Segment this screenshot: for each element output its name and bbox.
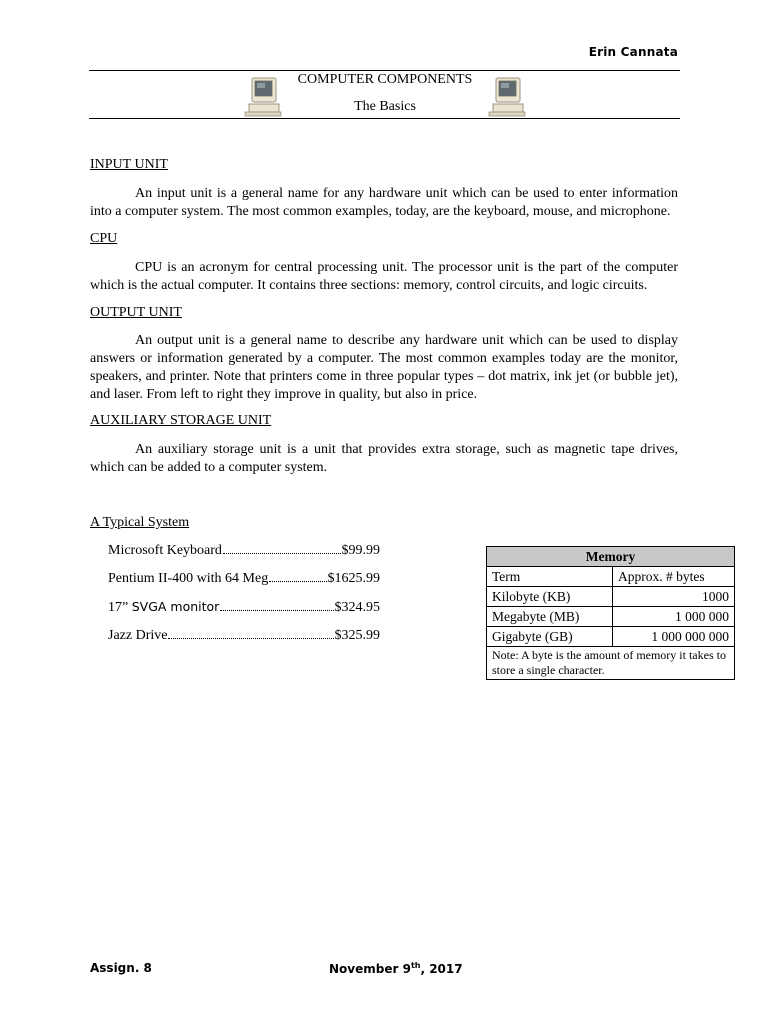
item-name: 17” SVGA monitor: [108, 599, 220, 615]
section-body-output-unit: [90, 332, 678, 404]
section-heading-auxiliary-storage: AUXILIARY STORAGE UNIT: [90, 413, 272, 428]
item-name: Microsoft Keyboard: [108, 543, 222, 558]
table-cell: Gigabyte (GB): [487, 627, 613, 647]
item-price: $1625.99: [327, 571, 380, 586]
document-subtitle: The Basics: [354, 99, 416, 114]
table-row: [487, 607, 735, 627]
table-row: [487, 627, 735, 647]
footer-date: November 9th, 2017: [329, 961, 463, 976]
item-name: Pentium II-400 with 64 Meg: [108, 571, 269, 586]
table-note: Note: A byte is the amount of memory it takes to store a single character.: [487, 647, 735, 680]
item-price: $99.99: [341, 543, 380, 558]
item-name: Jazz Drive: [108, 628, 168, 643]
author-name: Erin Cannata: [588, 45, 678, 59]
memory-table: [486, 546, 735, 680]
item-price: $324.95: [334, 600, 380, 615]
price-list-item: [108, 542, 380, 559]
table-cell: 1 000 000: [613, 607, 735, 627]
column-header: Term: [487, 567, 613, 587]
table-cell: Megabyte (MB): [487, 607, 613, 627]
section-heading-output-unit: OUTPUT UNIT: [90, 305, 182, 320]
header-bottom-rule: [89, 118, 680, 119]
table-title: Memory: [487, 547, 735, 567]
section-text: An output unit is a general name to describe any hardware unit which can be used to display answers or information generated by a computer. The most common examples today are the monitor, speakers, and printer. Note that printers come in three popular types – dot matrix, ink jet (or bubble jet), and laser. From left to right they improve in quality, but also in price.: [90, 333, 678, 402]
dot-leader: [223, 553, 341, 554]
dot-leader: [220, 610, 333, 611]
table-row: [487, 647, 735, 680]
section-text: CPU is an acronym for central processing unit. The processor unit is the part of the computer which is the actual computer. It contains three sections: memory, control circuits, and logic circuits.: [90, 260, 678, 293]
section-body-auxiliary-storage: [90, 441, 678, 477]
table-row: [487, 567, 735, 587]
section-body-cpu: [90, 259, 678, 295]
table-row: [487, 587, 735, 607]
dot-leader: [269, 581, 326, 582]
header-top-rule: [89, 70, 680, 71]
price-list-item: [108, 599, 380, 616]
table-cell: 1 000 000 000: [613, 627, 735, 647]
footer-assignment: Assign. 8: [90, 961, 152, 975]
table-cell: Kilobyte (KB): [487, 587, 613, 607]
table-header-row: [487, 547, 735, 567]
column-header: Approx. # bytes: [613, 567, 735, 587]
price-list-item: [108, 570, 380, 587]
section-text: An input unit is a general name for any hardware unit which can be used to enter information into a computer system. The most common examples, today, are the keyboard, mouse, and microphone.: [90, 186, 678, 219]
section-body-input-unit: [90, 185, 678, 221]
section-heading-cpu: CPU: [90, 231, 118, 246]
typical-system-heading: A Typical System: [90, 515, 190, 530]
dot-leader: [168, 638, 333, 639]
table-cell: 1000: [613, 587, 735, 607]
price-list-item: [108, 627, 380, 644]
document-title: COMPUTER COMPONENTS: [297, 72, 473, 87]
section-text: An auxiliary storage unit is a unit that provides extra storage, such as magnetic tape drives, which can be added to a computer system.: [90, 442, 678, 475]
item-price: $325.99: [334, 628, 380, 643]
section-heading-input-unit: INPUT UNIT: [90, 157, 168, 172]
